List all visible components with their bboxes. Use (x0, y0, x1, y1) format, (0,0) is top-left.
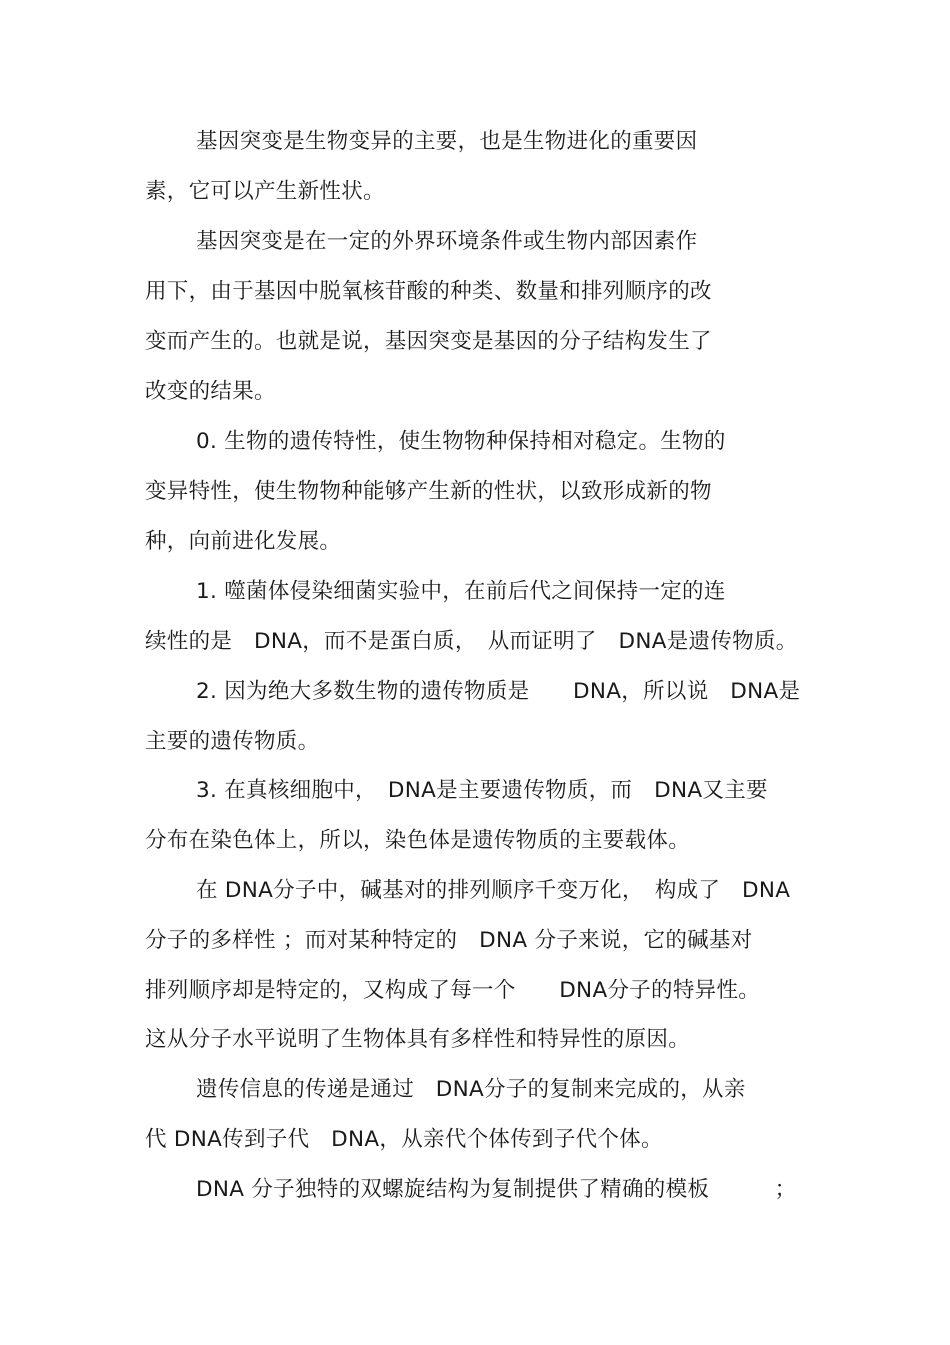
paragraph-line: 0. 生物的遗传特性，使生物物种保持相对稳定。生物的 (196, 429, 726, 454)
paragraph-line: 用下，由于基因中脱氧核苷酸的种类、数量和排列顺序的改 (145, 279, 712, 304)
paragraph-line: 变异特性，使生物物种能够产生新的性状，以致形成新的物 (145, 479, 712, 504)
paragraph-line: 2. 因为绝大多数生物的遗传物质是 DNA，所以说 DNA是 (196, 679, 801, 704)
paragraph-line: 分子的多样性 ；而对某种特定的 DNA 分子来说，它的碱基对 (145, 928, 753, 953)
paragraph-line: 改变的结果。 (145, 379, 276, 404)
paragraph-line: 主要的遗传物质。 (145, 729, 320, 754)
paragraph-line: 3. 在真核细胞中， DNA是主要遗传物质，而 DNA又主要 (196, 778, 768, 803)
paragraph-line: 这从分子水平说明了生物体具有多样性和特异性的原因。 (145, 1027, 691, 1052)
paragraph-line: 1. 噬菌体侵染细菌实验中，在前后代之间保持一定的连 (196, 579, 726, 604)
paragraph-line: 种，向前进化发展。 (145, 529, 342, 554)
paragraph-line: DNA 分子独特的双螺旋结构为复制提供了精确的模板 ； (196, 1177, 797, 1202)
paragraph-line: 排列顺序却是特定的，又构成了每一个 DNA分子的特异性。 (145, 978, 761, 1003)
paragraph-line: 在 DNA分子中，碱基对的排列顺序千变万化， 构成了 DNA (196, 878, 791, 903)
paragraph-line: 基因突变是生物变异的主要，也是生物进化的重要因 (196, 129, 698, 154)
paragraph-line: 基因突变是在一定的外界环境条件或生物内部因素作 (196, 229, 698, 254)
paragraph-line: 素，它可以产生新性状。 (145, 179, 385, 204)
paragraph-line: 变而产生的。也就是说，基因突变是基因的分子结构发生了 (145, 329, 712, 354)
paragraph-line: 遗传信息的传递是通过 DNA分子的复制来完成的，从亲 (196, 1077, 746, 1102)
paragraph-line: 续性的是 DNA，而不是蛋白质， 从而证明了 DNA是遗传物质。 (145, 629, 798, 654)
paragraph-line: 分布在染色体上，所以，染色体是遗传物质的主要载体。 (145, 828, 691, 853)
paragraph-line: 代 DNA传到子代 DNA，从亲代个体传到子代个体。 (145, 1127, 663, 1152)
